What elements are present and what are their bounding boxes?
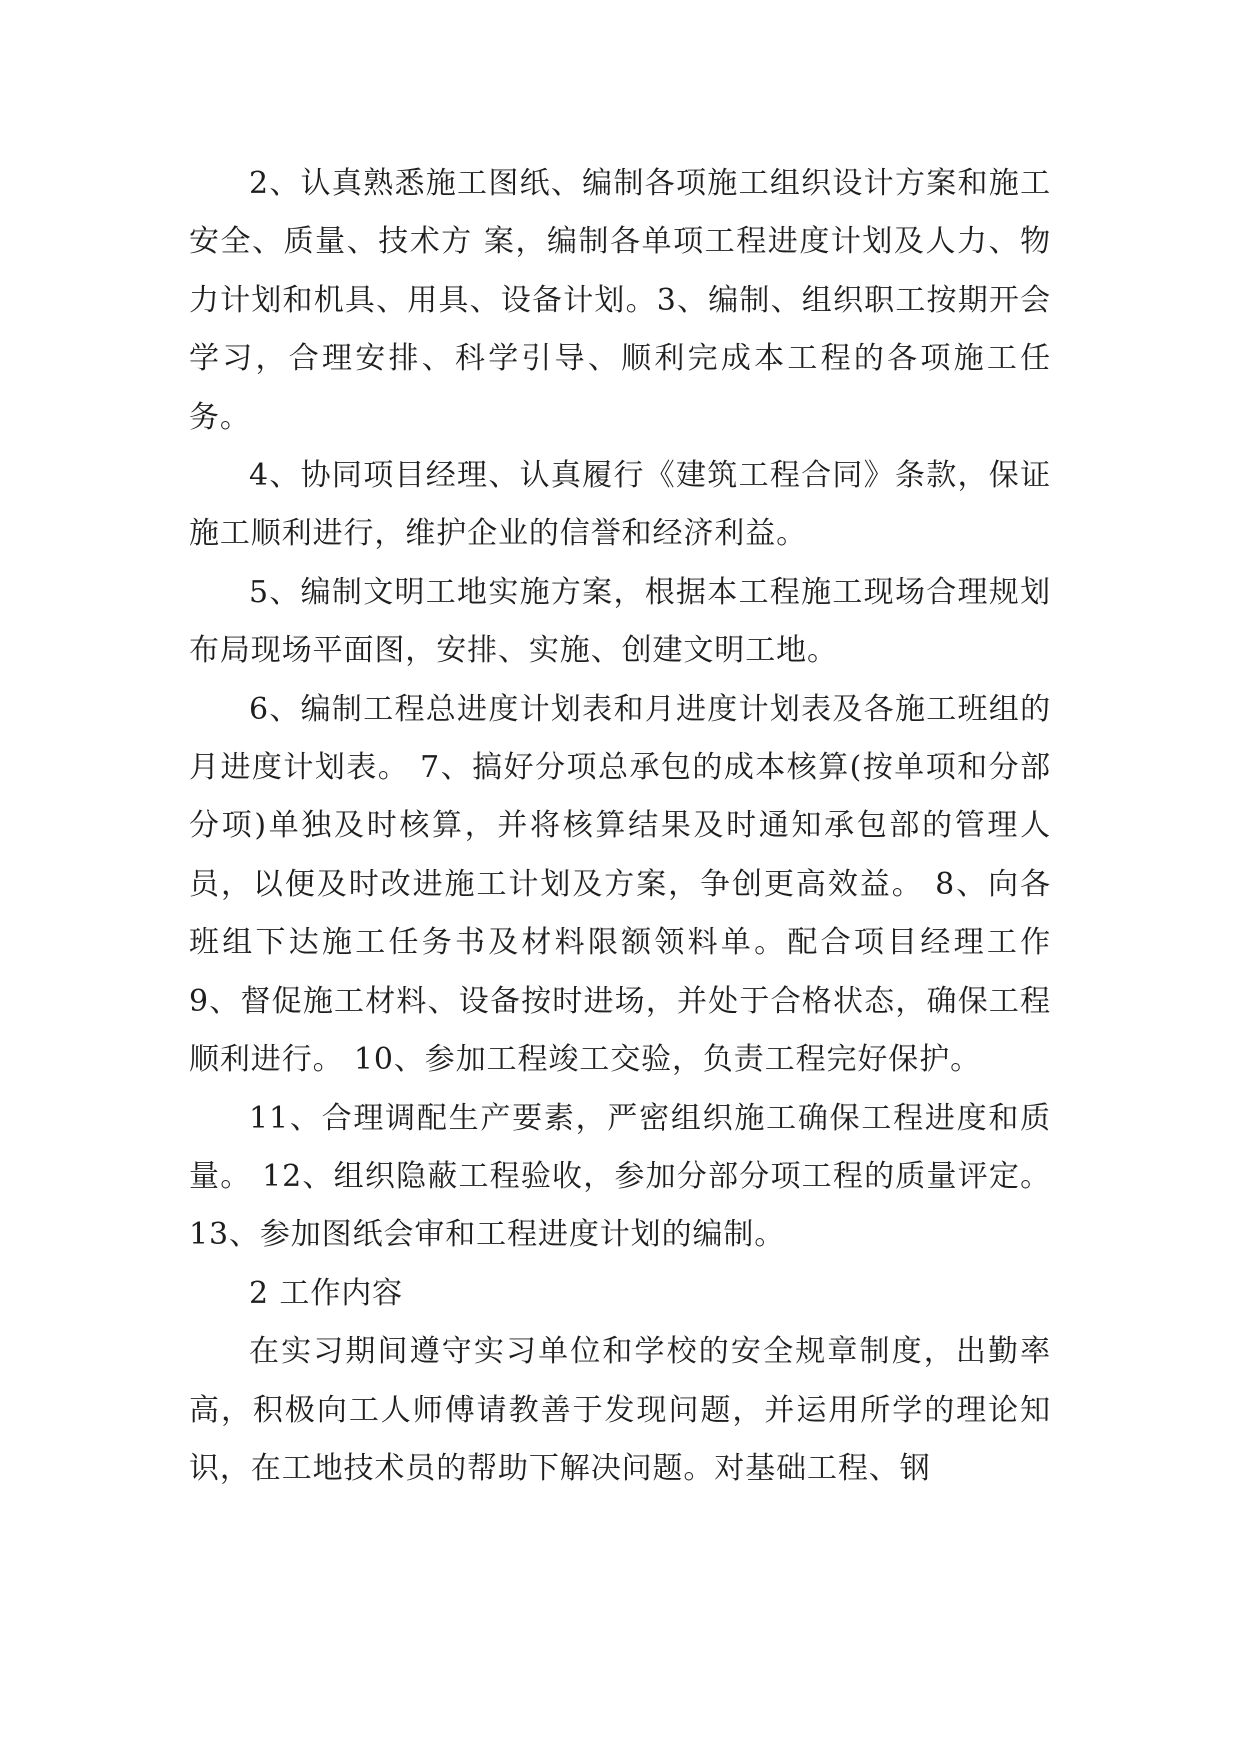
paragraph-duty-4: 4、协同项目经理、认真履行《建筑工程合同》条款，保证施工顺利进行，维护企业的信誉和经济利益。	[189, 458, 1051, 552]
document-body	[189, 155, 1051, 1498]
section-heading-work-content: 2 工作内容	[249, 1275, 404, 1311]
paragraph-duty-5: 5、编制文明工地实施方案，根据本工程施工现场合理规划布局现场平面图，安排、实施、创建文明工地。	[189, 574, 1051, 669]
paragraph-duties-2-3: 2、认真熟悉施工图纸、编制各项施工组织设计方案和施工安全、质量、技术方 案，编制各单项工程进度计划及人力、物力计划和机具、用具、设备计划。3、编制、组织职工按期开会学习，合理安排、科学引导、顺利完成本工程的各项施工任务。	[189, 166, 1051, 435]
paragraph-internship: 在实习期间遵守实习单位和学校的安全规章制度，出勤率高，积极向工人师傅请教善于发现问题，并运用所学的理论知识，在工地技术员的帮助下解决问题。对基础工程、钢	[189, 1334, 1051, 1486]
paragraph-duties-6-10: 6、编制工程总进度计划表和月进度计划表及各施工班组的月进度计划表。 7、搞好分项总承包的成本核算(按单项和分部分项)单独及时核算，并将核算结果及时通知承包部的管理人员，以便及时改进施工计划及方案，争创更高效益。 8、向各班组下达施工任务书及材料限额领料单。配合项目经理工作 9、督促施工材料、设备按时进场，并处于合格状态，确保工程顺利进行。 10、参加工程竣工交验，负责工程完好保护。	[189, 691, 1051, 1078]
paragraph-duties-11-13: 11、合理调配生产要素，严密组织施工确保工程进度和质量。 12、组织隐蔽工程验收，参加分部分项工程的质量评定。13、参加图纸会审和工程进度计划的编制。	[189, 1100, 1051, 1253]
